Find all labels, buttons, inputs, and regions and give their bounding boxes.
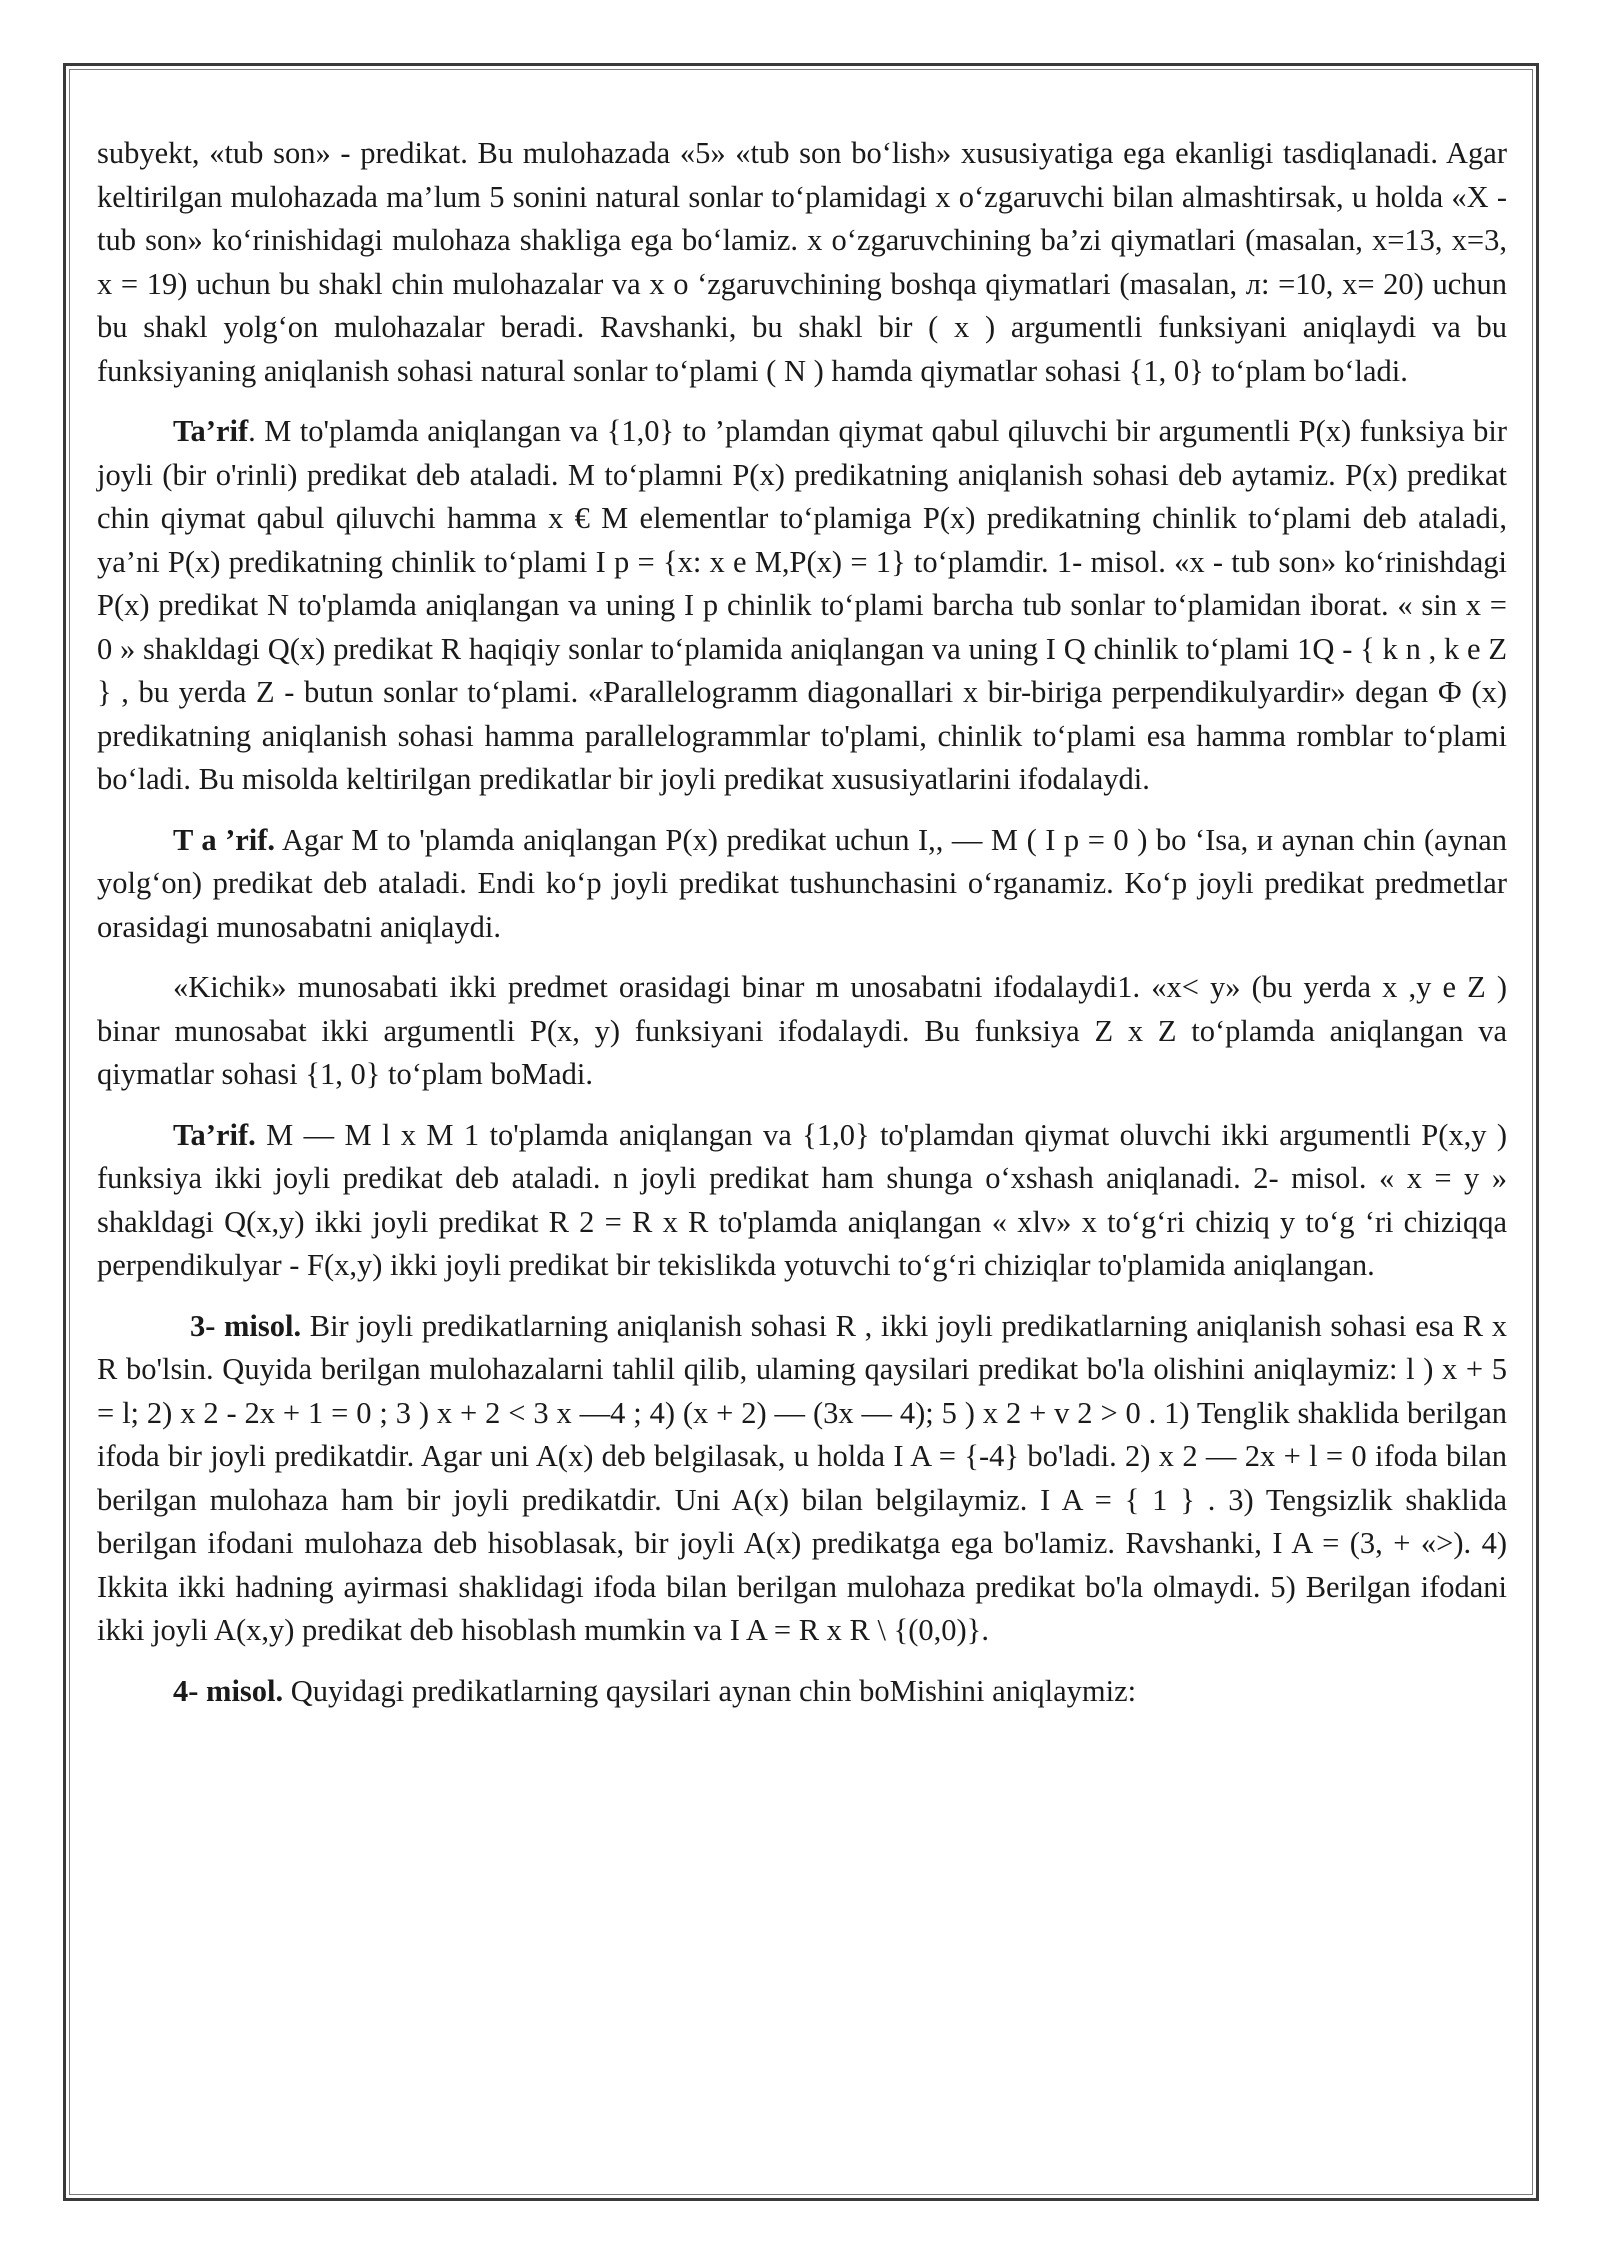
- example-heading: 3- misol.: [190, 1308, 302, 1343]
- paragraph-text: subyekt, «tub son» - predikat. Bu mulohazada «5» «tub son bo‘lish» xususiyatiga ega ekanligi tasdiqlanadi. Agar keltirilgan mulohazada ma’lum 5 sonini natural sonlar to‘plamidagi x o‘zgaruvchi bilan almashtirsak, u holda «X - tub son» ko‘rinishidagi mulohaza shakliga ega bo‘lamiz. x o‘zgaruvchining ba’zi qiymatlari (masalan, x=13, x=3, x = 19) uchun bu shakl chin mulohazalar va x o ‘zgaruvchining boshqa qiymatlari (masalan, л: =10, x= 20) uchun bu shakl yolg‘on mulohazalar beradi. Ravshanki, bu shakl bir ( x ) argumentli funksiyani aniqlaydi va bu funksiyaning aniqlanish sohasi natural sonlar to‘plami ( N ) hamda qiymatlar sohasi {1, 0} to‘plam bo‘ladi.: [97, 136, 1507, 388]
- paragraph-text: «Kichik» munosabati ikki predmet orasidagi binar m unosabatni ifodalaydi1. «x< y» (bu yerda x ,y e Z ) binar munosabat ikki argumentli P(x, y) funksiyani ifodalaydi. Bu funksiya Z x Z to‘plamda aniqlangan va qiymatlar sohasi {1, 0} to‘plam boMadi.: [97, 970, 1507, 1091]
- paragraph-4: [97, 966, 1507, 1097]
- paragraph-text: Bir joyli predikatlarning aniqlanish sohasi R , ikki joyli predikatlarning aniqlanish sohasi esa R x R bo'lsin. Quyida berilgan mulohazalarni tahlil qilib, ulaming qaysilari predikat bo'la olishini aniqlaymiz: l ) x + 5 = l; 2) x 2 - 2x + 1 = 0 ; 3 ) x + 2 < 3 x —4 ; 4) (x + 2) — (3x — 4); 5 ) x 2 + v 2 > 0 . 1) Tenglik shaklida berilgan ifoda bir joyli predikatdir. Agar uni A(x) deb belgilasak, u holda I A = {-4} bo'ladi. 2) x 2 — 2x + l = 0 ifoda bilan berilgan mulohaza ham bir joyli predikatdir. Uni A(x) bilan belgilaymiz. I A = { 1 } . 3) Tengsizlik shaklida berilgan ifodani mulohaza deb hisoblasak, bir joyli A(x) predikatga ega bo'lamiz. Ravshanki, I A = (3, + «>). 4) Ikkita ikki hadning ayirmasi shaklidagi ifoda bilan berilgan mulohaza predikat bo'la olmaydi. 5) Berilgan ifodani ikki joyli A(x,y) predikat deb hisoblash mumkin va I A = R x R \ {(0,0)}.: [97, 1308, 1507, 1647]
- paragraph-text: Agar M to 'plamda aniqlangan P(x) predikat uchun I,, — M ( I p = 0 ) bo ‘Isa, и aynan chin (aynan yolg‘on) predikat deb ataladi. Endi ko‘p joyli predikat tushunchasini o‘rganamiz. Ko‘p joyli predikat predmetlar orasidagi munosabatni aniqlaydi.: [97, 822, 1507, 944]
- definition-heading: T a ’rif.: [173, 822, 276, 857]
- paragraph-6-example: [97, 1305, 1507, 1653]
- paragraph-2-definition: [97, 410, 1507, 802]
- definition-heading: Ta’rif: [173, 414, 249, 448]
- example-heading: 4- misol.: [173, 1673, 284, 1708]
- paragraph-3-definition: [97, 819, 1507, 950]
- paragraph-text: Quyidagi predikatlarning qaysilari aynan chin boMishini aniqlaymiz:: [283, 1673, 1137, 1708]
- paragraph-5-definition: [97, 1114, 1507, 1288]
- paragraph-text: . M to'plamda aniqlangan va {1,0} to ’plamdan qiymat qabul qiluvchi bir argumentli P(x) funksiya bir joyli (bir o'rinli) predikat deb ataladi. M to‘plamni P(x) predikatning aniqlanish sohasi deb aytamiz. P(x) predikat chin qiymat qabul qiluvchi hamma x € M elementlar to‘plamiga P(x) predikatning chinlik to‘plami deb ataladi, ya’ni P(x) predikatning chinlik to‘plami I p = {x: x e M,P(x) = 1} to‘plamdir. 1- misol. «x - tub son» ko‘rinishdagi P(x) predikat N to'plamda aniqlangan va uning I p chinlik to‘plami barcha tub sonlar to‘plamidan iborat. « sin x = 0 » shakldagi Q(x) predikat R haqiqiy sonlar to‘plamida aniqlangan va uning I Q chinlik to‘plami 1Q - { k n , k e Z } , bu yerda Z - butun sonlar to‘plami. «Parallelogramm diagonallari x bir-biriga perpendikulyardir» degan Ф (x) predikatning aniqlanish sohasi hamma parallelogrammlar to'plami, chinlik to‘plami esa hamma romblar to‘plami bo‘ladi. Bu misolda keltirilgan predikatlar bir joyli predikat xususiyatlarini ifodalaydi.: [97, 414, 1507, 796]
- paragraph-7-example: [97, 1670, 1507, 1714]
- paragraph-text: M — M l x M 1 to'plamda aniqlangan va {1,0} to'plamdan qiymat oluvchi ikki argumentli P(x,y ) funksiya ikki joyli predikat deb ataladi. n joyli predikat ham shunga o‘xshash aniqlanadi. 2- misol. « x = y » shakldagi Q(x,y) ikki joyli predikat R 2 = R x R to'plamda aniqlangan « xlv» x to‘g‘ri chiziq y to‘g ‘ri chiziqqa perpendikulyar - F(x,y) ikki joyli predikat bir tekislikda yotuvchi to‘g‘ri chiziqlar to'plamida aniqlangan.: [97, 1117, 1507, 1282]
- definition-heading: Ta’rif.: [173, 1117, 256, 1152]
- paragraph-1: [97, 132, 1507, 393]
- document-body: [97, 132, 1507, 1730]
